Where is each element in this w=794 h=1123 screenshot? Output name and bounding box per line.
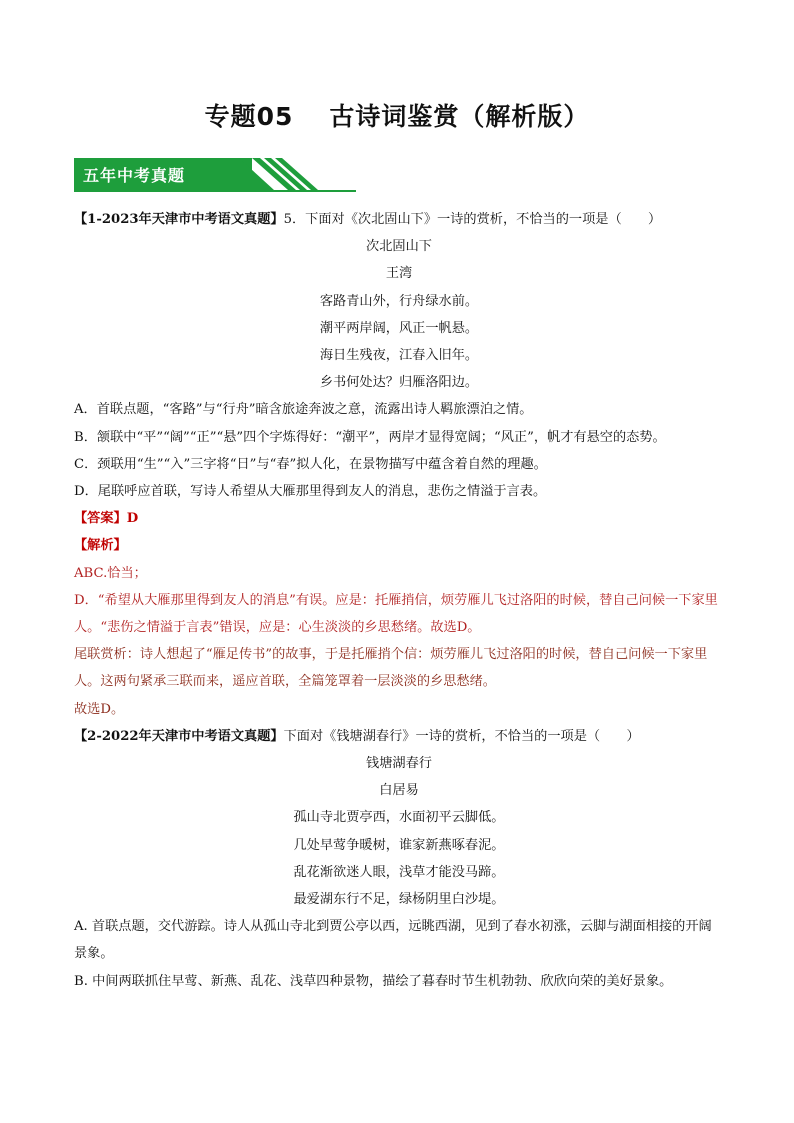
poem-1-line: 海日生残夜，江春入旧年。 [319,348,479,364]
title-part2: 古诗词鉴赏（解析版） [329,102,590,131]
section-banner [74,158,356,192]
analysis-line: D．“希望从大雁那里得到友人的消息”有误。应是：托雁捎信，烦劳雁儿飞过洛阳的时候，替自己问候一下家里人。“悲伤之情溢于言表”错误，应是：心生淡淡的乡思愁绪。故选D。 [74,592,718,636]
poem-2-author: 白居易 [379,783,419,799]
option-b: B．颔联中“平”“阔”“正”“悬”四个字炼得好：“潮平”，两岸才显得宽阔；“风正”，帆才有悬空的态势。 [74,429,666,445]
poem-2-title: 钱塘湖春行 [366,756,432,772]
answer: 【答案】D [74,511,139,527]
poem-1-author: 王湾 [385,266,413,282]
option-d: D．尾联呼应首联，写诗人希望从大雁那里得到友人的消息，悲伤之情溢于言表。 [74,484,547,500]
option-b: B. 中间两联抓住早莺、新燕、乱花、浅草四种景物，描绘了暮春时节生机勃勃、欣欣向荣的美好景象。 [74,973,673,989]
option-a: A. 首联点题，交代游踪。诗人从孤山寺北到贾公亭以西，远眺西湖，见到了春水初涨，云脚与湖面相接的开阔景象。 [74,919,712,962]
poem-1-line: 潮平两岸阔，风正一帆悬。 [319,320,479,336]
analysis-label: 【解析】 [74,538,127,554]
title-part1: 专题05 [204,102,294,131]
poem-2-line: 几处早莺争暖树，谁家新燕啄春泥。 [293,837,505,853]
question-1-stem [74,206,724,233]
banner-label: 五年中考真题 [83,166,186,185]
poem-2-line: 乱花渐欲迷人眼，浅草才能没马蹄。 [293,864,505,880]
banner-underline [74,190,356,192]
question-2-stem [74,723,724,750]
poem-1-line: 乡书何处达？归雁洛阳边。 [319,375,479,391]
question-2-text: 下面对《钱塘湖春行》一诗的赏析，不恰当的一项是（ ） [283,728,640,744]
option-a: A．首联点题，“客路”与“行舟”暗含旅途奔波之意，流露出诗人羁旅漂泊之情。 [74,402,533,418]
analysis-line: 故选D。 [74,701,125,717]
analysis-line: 尾联赏析：诗人想起了“雁足传书”的故事，于是托雁捎个信：烦劳雁儿飞过洛阳的时候，替自己问候一下家里人。这两句紧承三联而来，遥应首联，全篇笼罩着一层淡淡的乡思愁绪。 [74,647,708,690]
question-1-tag: 【1-2023年天津市中考语文真题】 [74,212,284,227]
option-c: C．颈联用“生”“入”三字将“日”与“春”拟人化，在景物描写中蕴含着自然的理趣。 [74,456,547,472]
poem-1-title: 次北固山下 [366,239,432,255]
poem-2-line: 最爱湖东行不足，绿杨阴里白沙堤。 [293,892,505,908]
question-1-text: 5．下面对《次北固山下》一诗的赏析，不恰当的一项是（ ） [283,212,662,227]
analysis-line: ABC.恰当； [74,565,147,581]
question-2-tag: 【2-2022年天津市中考语文真题】 [74,728,284,744]
poem-2-line: 孤山寺北贾亭西，水面初平云脚低。 [293,810,505,826]
document-body [74,206,724,995]
page-title [0,97,794,133]
poem-1-line: 客路青山外，行舟绿水前。 [319,293,479,309]
